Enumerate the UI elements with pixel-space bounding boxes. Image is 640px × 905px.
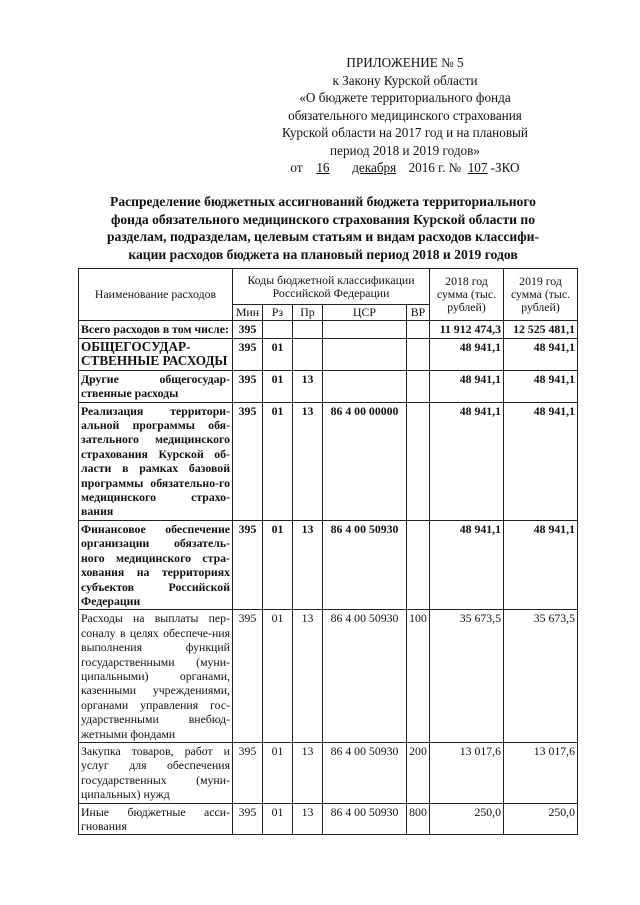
- appendix-line-1: к Закону Курской области: [332, 72, 478, 88]
- subheader-vr: ВР: [407, 305, 430, 321]
- row-vr: [407, 520, 430, 609]
- heading-line-3: разделам, подразделам, целевым статьям и видам расходов классифи-: [106, 229, 539, 245]
- row-pr: [293, 321, 323, 339]
- row-min: 395: [233, 610, 263, 743]
- heading-line-4: кации расходов бюджета на плановый период 2018 и 2019 годов: [128, 246, 518, 262]
- row-csr: [323, 321, 407, 339]
- law-date-line: [240, 159, 570, 177]
- appendix-line-5: период 2018 и 2019 годов»: [330, 142, 480, 158]
- row-min: 395: [233, 339, 263, 371]
- appendix-line-2: «О бюджете территориального фонда: [299, 90, 511, 105]
- appendix-line-4: Курской области на 2017 год и на плановый: [282, 125, 528, 140]
- row-rz: 01: [263, 370, 293, 402]
- row-csr: 86 4 00 00000: [323, 402, 407, 520]
- row-amount-2019: 48 941,1: [504, 402, 578, 520]
- row-min: 395: [233, 402, 263, 520]
- row-amount-2018: 11 912 474,3: [430, 321, 504, 339]
- row-csr: [323, 370, 407, 402]
- row-name: ОБЩЕГОСУДАР-СТВЕННЫЕ РАСХОДЫ: [79, 339, 233, 371]
- subheader-pr: Пр: [293, 305, 323, 321]
- heading-line-2: фонда обязательного медицинского страхования Курской области по: [110, 211, 535, 227]
- row-name: Другие общегосудар-ственные расходы: [79, 370, 233, 402]
- row-pr: 13: [293, 610, 323, 743]
- table-row: [79, 520, 578, 609]
- row-amount-2019: 48 941,1: [504, 370, 578, 402]
- column-header-2019: 2019 год сумма (тыс. рублей): [504, 269, 578, 321]
- row-vr: 200: [407, 742, 430, 803]
- table-row: [79, 402, 578, 520]
- document-heading: [78, 193, 568, 263]
- row-min: 395: [233, 370, 263, 402]
- row-vr: [407, 339, 430, 371]
- row-pr: 13: [293, 520, 323, 609]
- row-rz: 01: [263, 520, 293, 609]
- row-amount-2019: 48 941,1: [504, 520, 578, 609]
- row-vr: [407, 370, 430, 402]
- row-rz: 01: [263, 742, 293, 803]
- row-amount-2018: 48 941,1: [430, 520, 504, 609]
- row-amount-2018: 48 941,1: [430, 370, 504, 402]
- table-row: [79, 742, 578, 803]
- date-day: 16: [316, 160, 330, 175]
- row-csr: 86 4 00 50930: [323, 610, 407, 743]
- heading-line-1: Распределение бюджетных ассигнований бюджета территориального: [110, 194, 536, 209]
- row-min: 395: [233, 742, 263, 803]
- column-header-codes: Коды бюджетной классификации Российской Федерации: [233, 269, 430, 305]
- row-vr: 800: [407, 803, 430, 835]
- subheader-rz: Рз: [263, 305, 293, 321]
- row-name: Расходы на выплаты пер-соналу в целях обеспече-ния выполнения функций государственными (муни-ципальными) органами, казенными учреждениями, органами управления гос-ударственными внебюд-жетными фондами: [79, 610, 233, 743]
- row-amount-2019: 35 673,5: [504, 610, 578, 743]
- row-min: 395: [233, 520, 263, 609]
- row-pr: 13: [293, 742, 323, 803]
- row-pr: 13: [293, 402, 323, 520]
- row-vr: [407, 402, 430, 520]
- row-rz: 01: [263, 803, 293, 835]
- row-csr: 86 4 00 50930: [323, 803, 407, 835]
- row-vr: [407, 321, 430, 339]
- date-year: 2016 г. №: [408, 160, 462, 175]
- row-name: Реализация территори-альной программы обя-зательного медицинского страхования Курской об-ласти в рамках базовой программы обязательно-го медицинского страхо-вания: [79, 402, 233, 520]
- row-amount-2019: 12 525 481,1: [504, 321, 578, 339]
- row-amount-2019: 250,0: [504, 803, 578, 835]
- column-header-2018: 2018 год сумма (тыс. рублей): [430, 269, 504, 321]
- appendix-title: ПРИЛОЖЕНИЕ № 5: [346, 55, 464, 70]
- table-row: [79, 803, 578, 835]
- date-month: декабря: [352, 160, 397, 175]
- subheader-csr: ЦСР: [323, 305, 407, 321]
- row-csr: 86 4 00 50930: [323, 520, 407, 609]
- row-vr: 100: [407, 610, 430, 743]
- row-rz: 01: [263, 402, 293, 520]
- table-row: [79, 610, 578, 743]
- row-name: Всего расходов в том числе:: [79, 321, 233, 339]
- column-header-name: Наименование расходов: [79, 269, 233, 321]
- subheader-min: Мин: [233, 305, 263, 321]
- row-amount-2018: 13 017,6: [430, 742, 504, 803]
- row-csr: [323, 339, 407, 371]
- law-number: 107: [467, 160, 488, 175]
- appendix-header: [240, 54, 570, 177]
- row-name: Финансовое обеспечение организации обязатель-ного медицинского стра-хования на территориях субъектов Российской Федерации: [79, 520, 233, 609]
- row-amount-2019: 48 941,1: [504, 339, 578, 371]
- row-amount-2018: 35 673,5: [430, 610, 504, 743]
- row-name: Закупка товаров, работ и услуг для обеспечения государственных (муни-ципальных) нужд: [79, 742, 233, 803]
- row-pr: 13: [293, 803, 323, 835]
- table-row: [79, 370, 578, 402]
- row-pr: [293, 339, 323, 371]
- date-prefix: от: [290, 160, 303, 175]
- row-rz: 01: [263, 339, 293, 371]
- row-min: 395: [233, 321, 263, 339]
- row-name: Иные бюджетные асси-гнования: [79, 803, 233, 835]
- row-rz: 01: [263, 610, 293, 743]
- row-amount-2019: 13 017,6: [504, 742, 578, 803]
- row-csr: 86 4 00 50930: [323, 742, 407, 803]
- row-amount-2018: 250,0: [430, 803, 504, 835]
- row-pr: 13: [293, 370, 323, 402]
- row-min: 395: [233, 803, 263, 835]
- table-row: [79, 321, 578, 339]
- row-rz: [263, 321, 293, 339]
- appendix-line-3: обязательного медицинского страхования: [288, 107, 522, 123]
- table-row: [79, 339, 578, 371]
- row-amount-2018: 48 941,1: [430, 339, 504, 371]
- row-amount-2018: 48 941,1: [430, 402, 504, 520]
- budget-table: [78, 268, 578, 835]
- law-suffix: -ЗКО: [490, 160, 520, 175]
